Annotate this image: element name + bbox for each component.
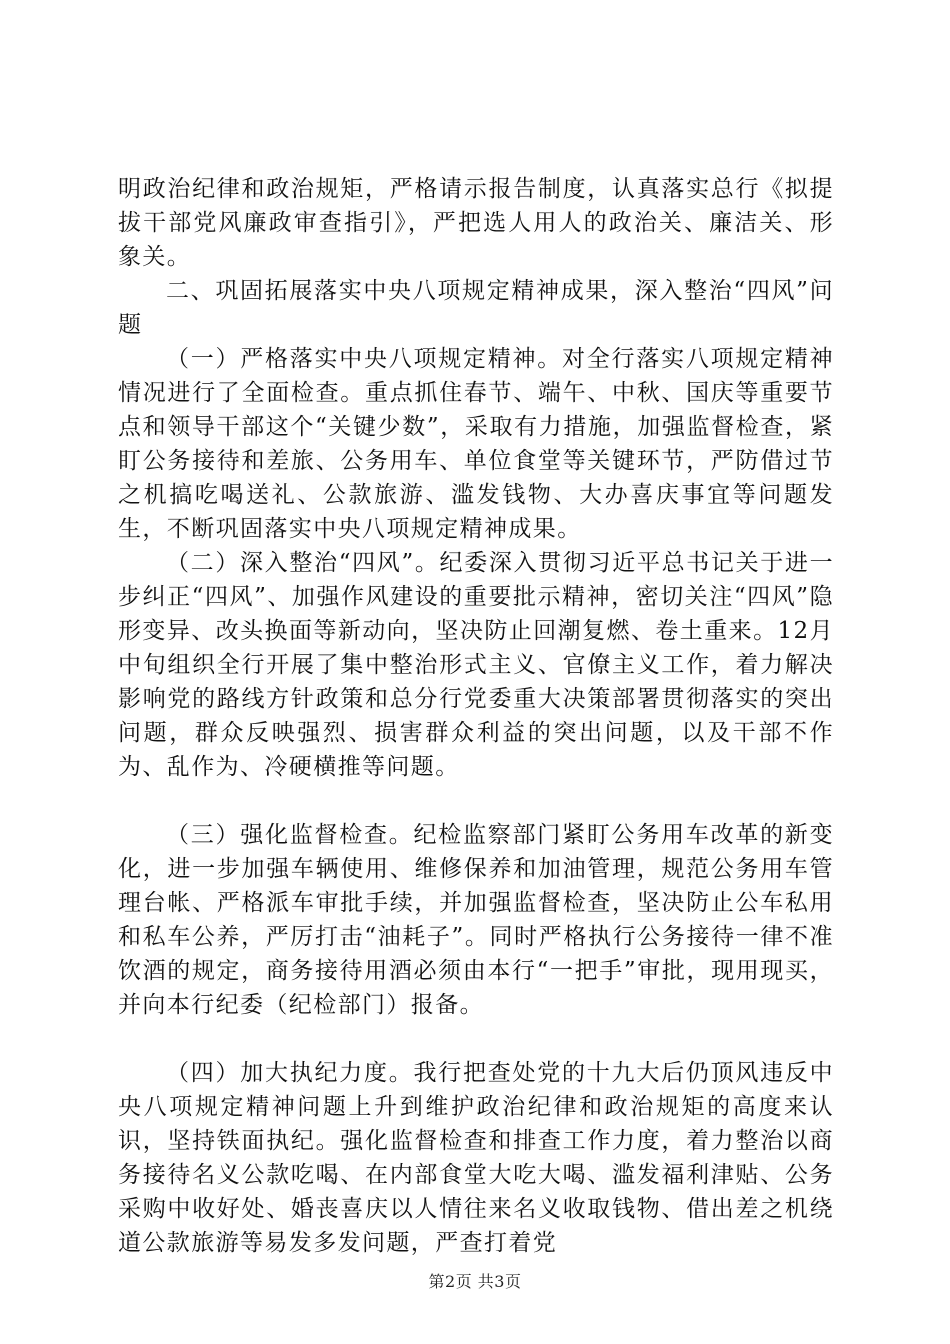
paragraph-item-three: （三）强化监督检查。纪检监察部门紧盯公务用车改革的新变化，进一步加强车辆使用、维修保养和加油管理，规范公务用车管理台帐、严格派车审批手续，并加强监督检查，坚决防止公车私用和私车公养，严厉打击“油耗子”。同时严格执行公务接待一律不准饮酒的规定，商务接待用酒必须由本行“一把手”审批，现用现买，并向本行纪委（纪检部门）报备。 [118, 822, 834, 1018]
document-body [118, 172, 834, 1260]
paragraph-item-one: （一）严格落实中央八项规定精神。对全行落实八项规定精神情况进行了全面检查。重点抓住春节、端午、中秋、国庆等重要节点和领导干部这个“关键少数”，采取有力措施，加强监督检查，紧盯公务接待和差旅、公务用车、单位食堂等关键环节，严防借过节之机搞吃喝送礼、公款旅游、滥发钱物、大办喜庆事宜等问题发生，不断巩固落实中央八项规定精神成果。 [118, 346, 834, 542]
page-number-footer: 第2页 共3页 [428, 1272, 522, 1291]
paragraph-continuation: 明政治纪律和政治规矩，严格请示报告制度，认真落实总行《拟提拔干部党风廉政审查指引》，严把选人用人的政治关、廉洁关、形象关。 [118, 176, 834, 270]
paragraph-item-four: （四）加大执纪力度。我行把查处党的十九大后仍顶风违反中央八项规定精神问题上升到维护政治纪律和政治规矩的高度来认识，坚持铁面执纪。强化监督检查和排查工作力度，着力整治以商务接待名义公款吃喝、在内部食堂大吃大喝、滥发福利津贴、公务采购中收好处、婚丧喜庆以人情往来名义收取钱物、借出差之机绕道公款旅游等易发多发问题，严查打着党 [118, 1060, 834, 1256]
section-heading-two: 二、巩固拓展落实中央八项规定精神成果，深入整治“四风”问题 [118, 278, 834, 338]
paragraph-item-two: （二）深入整治“四风”。纪委深入贯彻习近平总书记关于进一步纠正“四风”、加强作风建设的重要批示精神，密切关注“四风”隐形变异、改头换面等新动向，坚决防止回潮复燃、卷土重来。12月中旬组织全行开展了集中整治形式主义、官僚主义工作，着力解决影响党的路线方针政策和总分行党委重大决策部署贯彻落实的突出问题，群众反映强烈、损害群众利益的突出问题，以及干部不作为、乱作为、冷硬横推等问题。 [118, 550, 834, 780]
